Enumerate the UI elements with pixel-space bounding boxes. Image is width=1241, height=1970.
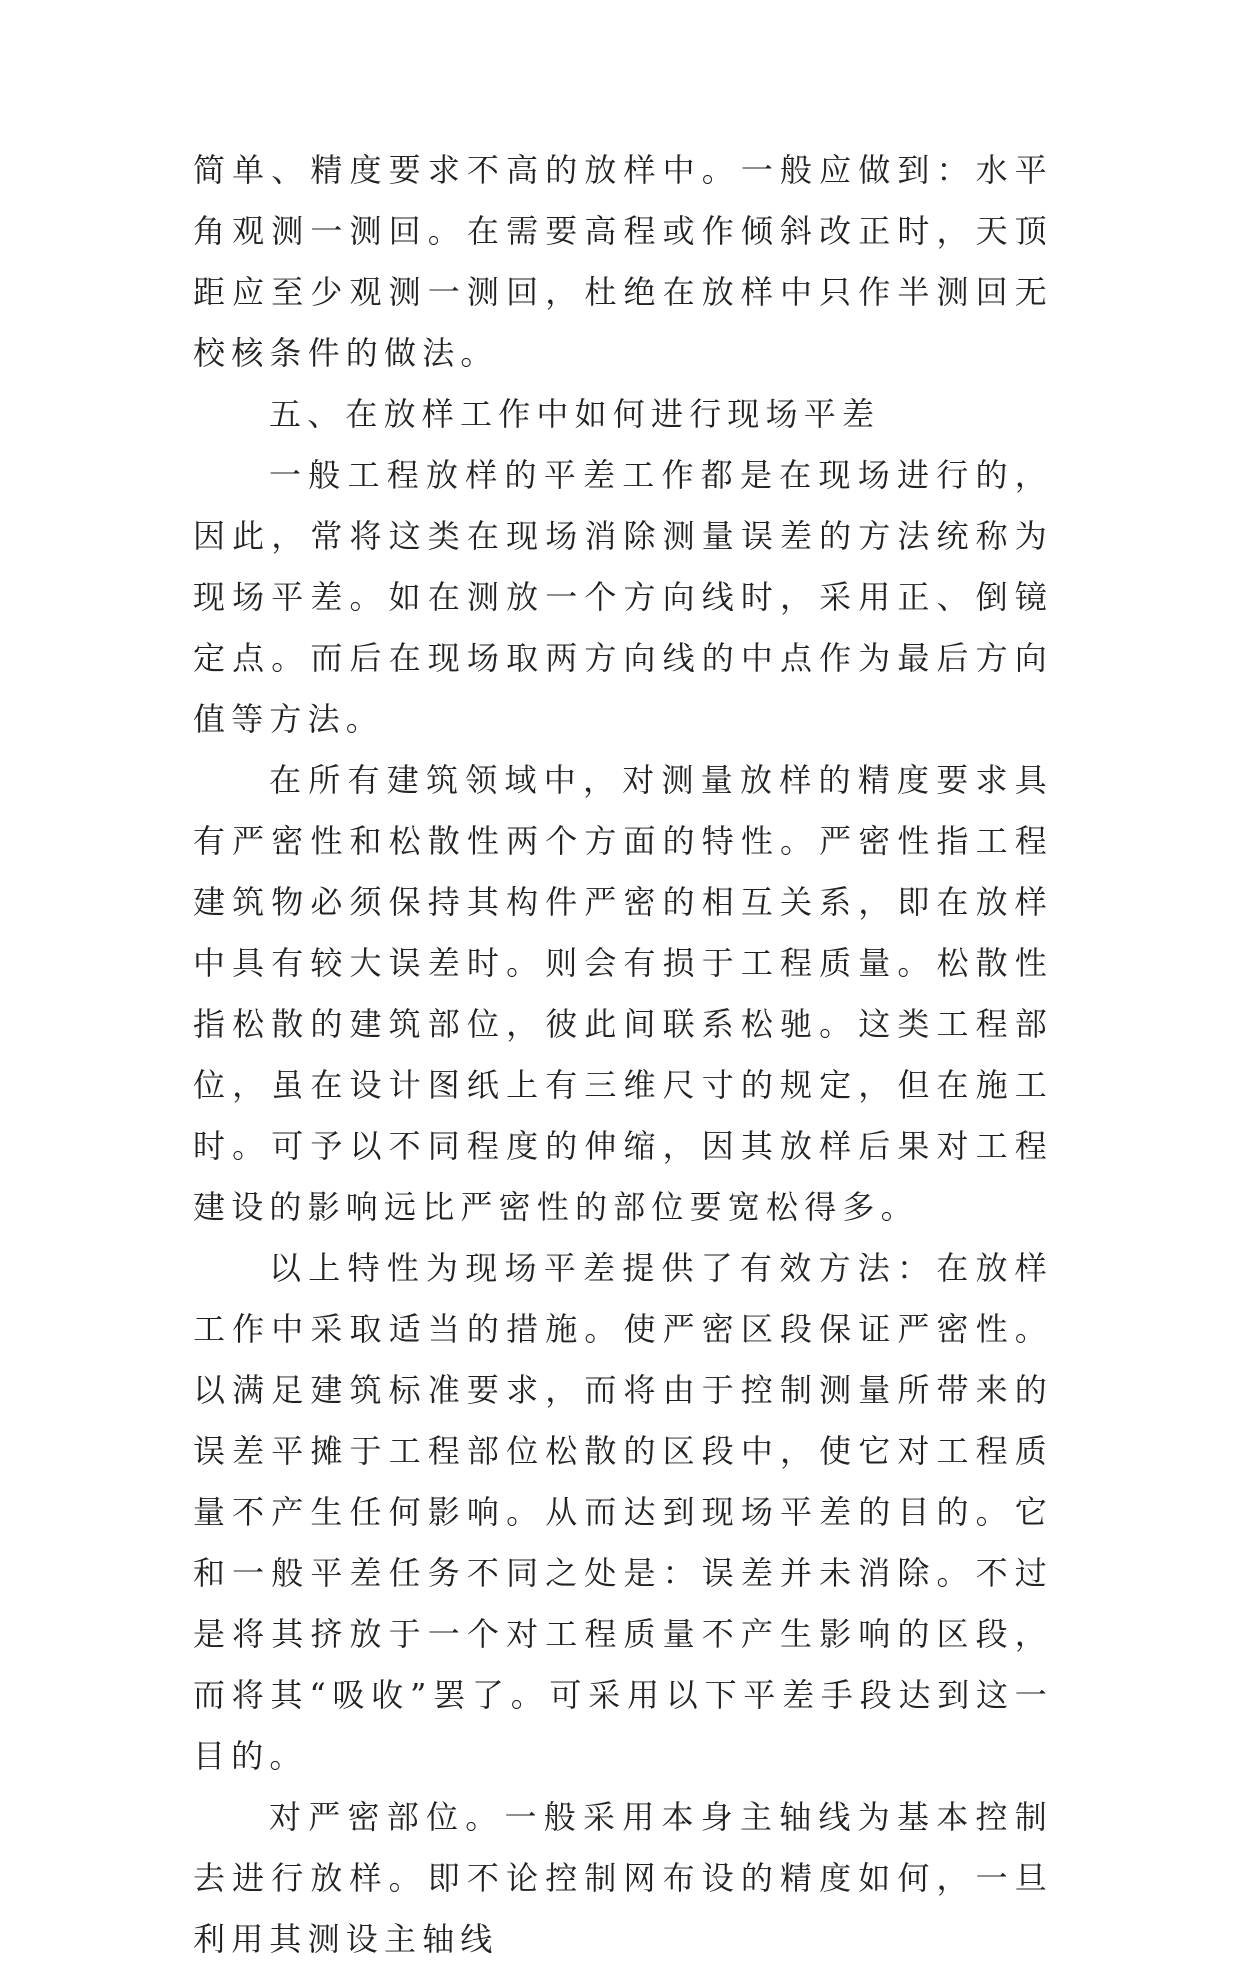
paragraph: 在所有建筑领域中，对测量放样的精度要求具有严密性和松散性两个方面的特性。严密性指工程建筑物必须保持其构件严密的相互关系，即在放样中具有较大误差时。则会有损于工程质量。松散性指松散的建筑部位，彼此间联系松驰。这类工程部位，虽在设计图纸上有三维尺寸的规定，但在施工时。可予以不同程度的伸缩，因其放样后果对工程建设的影响远比严密性的部位要宽松得多。	[193, 761, 1053, 1226]
paragraph: 以上特性为现场平差提供了有效方法：在放样工作中采取适当的措施。使严密区段保证严密性。以满足建筑标准要求，而将由于控制测量所带来的误差平摊于工程部位松散的区段中，使它对工程质量不产生任何影响。从而达到现场平差的目的。它和一般平差任务不同之处是：误差并未消除。不过是将其挤放于一个对工程质量不产生影响的区段，而将其“吸收”罢了。可采用以下平差手段达到这一目的。	[193, 1249, 1053, 1775]
paragraph-continuation: 简单、精度要求不高的放样中。一般应做到：水平角观测一测回。在需要高程或作倾斜改正时，天顶距应至少观测一测回，杜绝在放样中只作半测回无校核条件的做法。	[193, 151, 1053, 372]
paragraph: 对严密部位。一般采用本身主轴线为基本控制去进行放样。即不论控制网布设的精度如何，一旦利用其测设主轴线	[193, 1798, 1053, 1958]
paragraph: 一般工程放样的平差工作都是在现场进行的，因此，常将这类在现场消除测量误差的方法统称为现场平差。如在测放一个方向线时，采用正、倒镜定点。而后在现场取两方向线的中点作为最后方向值等方法。	[193, 456, 1053, 738]
body-text	[193, 140, 1053, 1970]
section-heading: 五、在放样工作中如何进行现场平差	[269, 395, 881, 433]
